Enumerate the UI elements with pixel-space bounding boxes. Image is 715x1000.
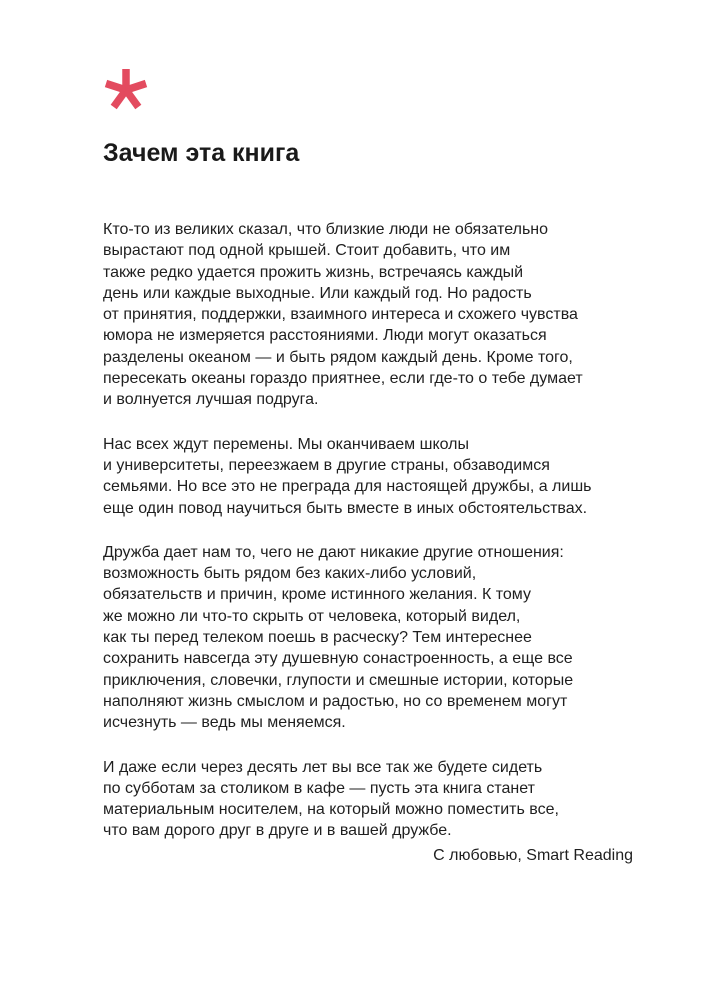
text-line: и университеты, переезжаем в другие страны, обзаводимся	[103, 456, 550, 474]
text-line: и волнуется лучшая подруга.	[103, 391, 319, 409]
text-line: сохранить навсегда эту душевную сонастроенность, а еще все	[103, 650, 573, 668]
text-line: же можно ли что-то скрыть от человека, который видел,	[103, 607, 521, 625]
text-line: И даже если через десять лет вы все так же будете сидеть	[103, 758, 543, 776]
text-line: как ты перед телеком поешь в расческу? Тем интереснее	[103, 629, 532, 647]
text-line: возможность быть рядом без каких-либо условий,	[103, 565, 477, 583]
text-line: разделены океаном — и быть рядом каждый день. Кроме того,	[103, 348, 573, 366]
text-line: также редко удается прожить жизнь, встречаясь каждый	[103, 263, 524, 281]
asterisk-icon	[102, 66, 150, 114]
paragraph	[103, 434, 643, 519]
text-line: наполняют жизнь смыслом и радостью, но со временем могут	[103, 692, 568, 710]
signature: С любовью, Smart Reading	[433, 847, 633, 864]
body-text	[103, 219, 643, 865]
text-line: приключения, словечки, глупости и смешные истории, которые	[103, 671, 574, 689]
text-line: пересекать океаны гораздо приятнее, если где-то о тебе думает	[103, 370, 583, 388]
paragraph	[103, 219, 643, 411]
text-line: семьями. Но все это не преграда для настоящей дружбы, а лишь	[103, 478, 592, 496]
text-line: вырастают под одной крышей. Стоит добавить, что им	[103, 242, 511, 260]
text-line: исчезнуть — ведь мы меняемся.	[103, 714, 346, 732]
text-line: обязательств и причин, кроме истинного желания. К тому	[103, 586, 531, 604]
text-line: материальным носителем, на который можно поместить все,	[103, 801, 559, 819]
page-title: Зачем эта книга	[103, 139, 300, 167]
paragraph	[103, 757, 643, 842]
text-line: Дружба дает нам то, чего не дают никакие другие отношения:	[103, 543, 564, 561]
text-line: Нас всех ждут перемены. Мы оканчиваем школы	[103, 435, 469, 453]
text-line: юмора не измеряется расстояниями. Люди могут оказаться	[103, 327, 547, 345]
paragraph	[103, 542, 643, 734]
text-line: день или каждые выходные. Или каждый год. Но радость	[103, 284, 532, 302]
text-line: Кто-то из великих сказал, что близкие люди не обязательно	[103, 221, 549, 238]
text-line: что вам дорого друг в друге и в вашей дружбе.	[103, 822, 452, 840]
text-line: еще один повод научиться быть вместе в иных обстоятельствах.	[103, 499, 588, 517]
text-line: по субботам за столиком в кафе — пусть эта книга станет	[103, 779, 535, 797]
text-line: от принятия, поддержки, взаимного интереса и схожего чувства	[103, 306, 578, 324]
